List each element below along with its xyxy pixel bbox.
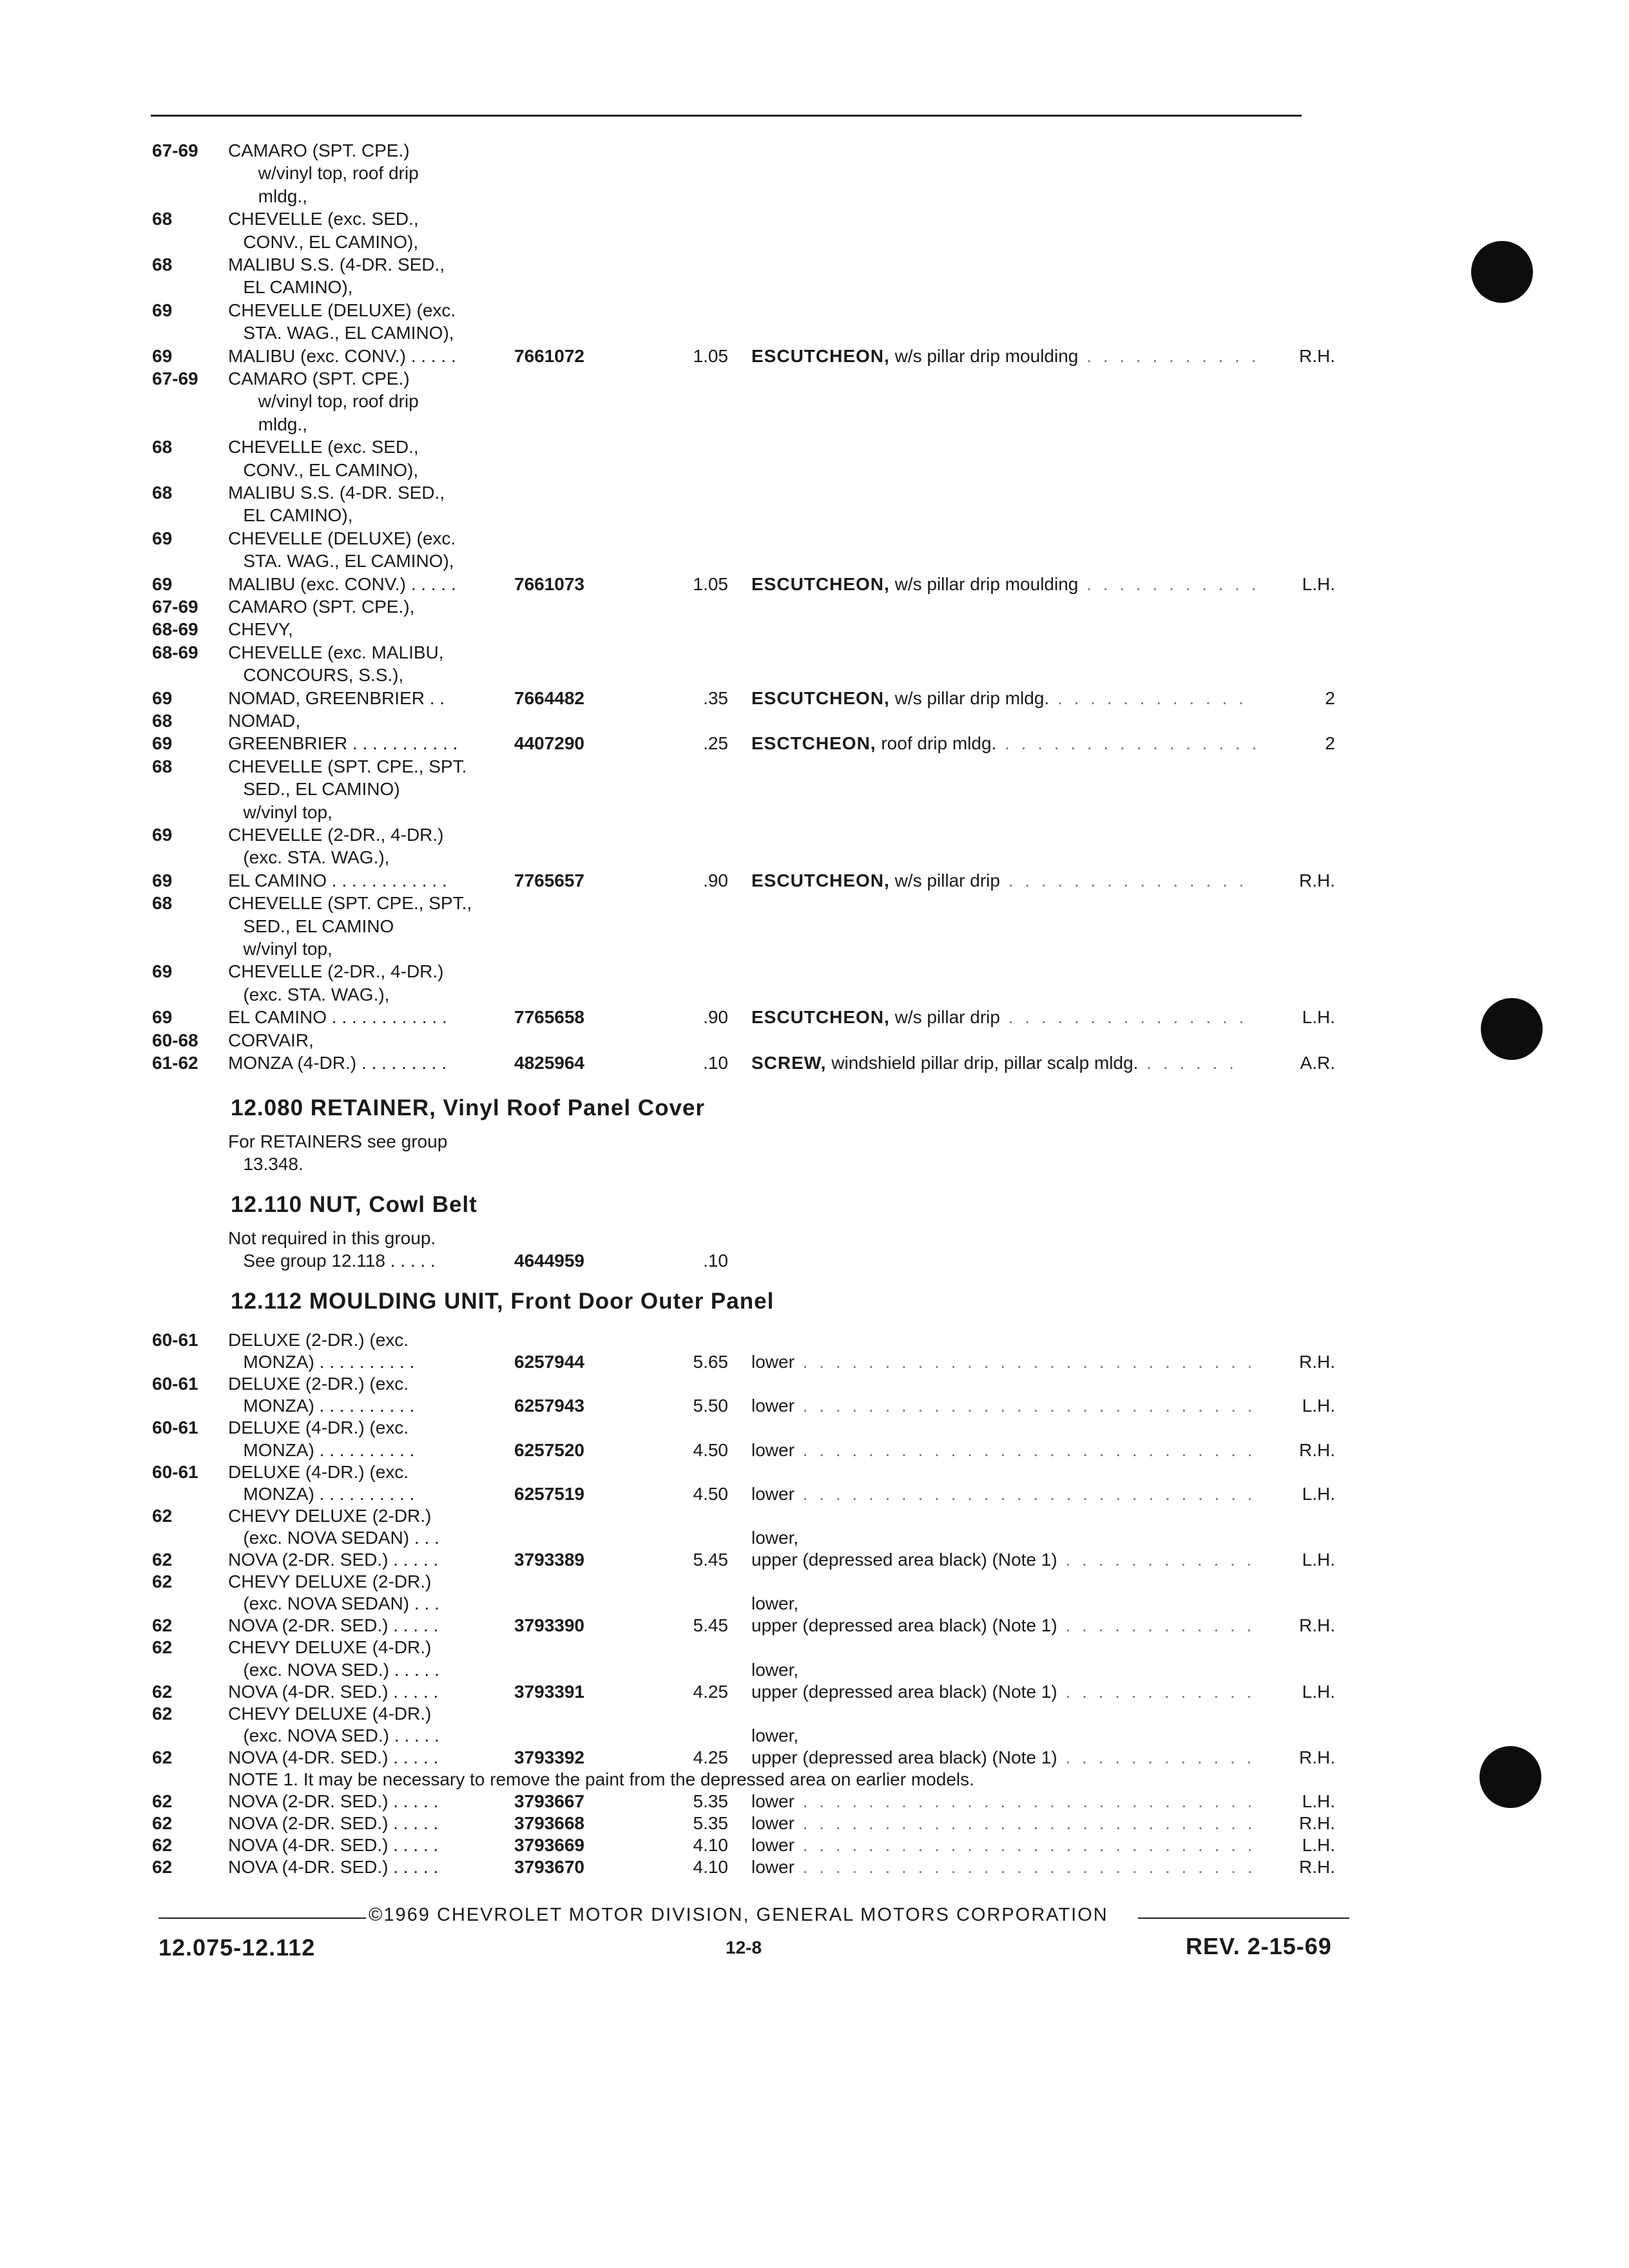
leader-dots: . . . . . . . . . . . . . . . . . . . . . . . . . . . . — [794, 1835, 1256, 1856]
model-year: 68 — [152, 483, 173, 503]
part-number: 7664482 — [514, 687, 585, 708]
part-description — [751, 1790, 1256, 1812]
vehicle-model: NOVA (4-DR. SED.) . . . . . — [228, 1747, 439, 1767]
part-description — [751, 1746, 1255, 1769]
part-name: ESCUTCHEON, — [751, 1007, 890, 1028]
model-year: 62 — [152, 1747, 173, 1767]
part-number: 4644959 — [514, 1251, 585, 1271]
part-description — [751, 732, 1260, 754]
vehicle-model: STA. WAG., EL CAMINO), — [228, 551, 454, 572]
part-detail: w/s pillar drip moulding — [889, 573, 1079, 594]
part-name: lower, — [751, 1659, 799, 1680]
part-detail: w/s pillar drip — [889, 1007, 1000, 1028]
page-number: 12-8 — [726, 1937, 762, 1957]
vehicle-model: CHEVY DELUXE (2-DR.) — [228, 1571, 432, 1592]
copyright-notice: ©1969 CHEVROLET MOTOR DIVISION, GENERAL MOTORS CORPORATION — [369, 1905, 1108, 1925]
part-description — [751, 1812, 1256, 1834]
leader-dots: . . . . . . . . . . . — [1078, 345, 1260, 366]
section-code: 12.080 — [231, 1095, 304, 1120]
leader-dots: . . . . . . . . . . . . — [1057, 1681, 1255, 1702]
part-detail: roof drip mldg. — [876, 733, 997, 754]
vehicle-model: (exc. STA. WAG.), — [228, 984, 390, 1004]
part-name: ESCTCHEON, — [751, 733, 876, 754]
leader-dots: . . . . . . . . . . . . — [1049, 687, 1247, 708]
quantity-side: R.H. — [1299, 1439, 1335, 1460]
model-year: 69 — [152, 573, 173, 594]
note-text: See group 12.118 . . . . . — [228, 1251, 436, 1271]
part-description — [751, 1483, 1256, 1505]
price: 4.10 — [693, 1835, 728, 1856]
quantity-side: L.H. — [1302, 1483, 1335, 1504]
vehicle-model: CHEVELLE (2-DR., 4-DR.) — [228, 825, 444, 845]
vehicle-model: CHEVELLE (SPT. CPE., SPT. — [228, 756, 467, 776]
vehicle-model: w/vinyl top, roof drip — [228, 163, 419, 184]
price: .10 — [703, 1251, 728, 1271]
price: .90 — [703, 870, 728, 890]
model-year: 62 — [152, 1505, 173, 1526]
quantity-side: R.H. — [1299, 1352, 1335, 1372]
part-number: 3793669 — [514, 1835, 585, 1856]
vehicle-model: SED., EL CAMINO — [228, 916, 394, 936]
model-year: 61-62 — [152, 1053, 198, 1073]
model-year: 68 — [152, 893, 173, 914]
leader-dots: . . . . . . . . . . . . . . . . — [996, 733, 1260, 754]
part-name: lower — [751, 1483, 795, 1504]
part-name: upper (depressed area black) (Note 1) — [751, 1681, 1057, 1702]
vehicle-model: CHEVELLE (SPT. CPE., SPT., — [228, 893, 472, 914]
part-number: 6257520 — [514, 1439, 585, 1460]
price: 5.45 — [693, 1615, 728, 1636]
part-name: ESCUTCHEON, — [751, 870, 890, 890]
vehicle-model: CHEVY DELUXE (4-DR.) — [228, 1637, 432, 1658]
vehicle-model: MONZA) . . . . . . . . . . — [228, 1439, 415, 1460]
quantity-side: L.H. — [1302, 1007, 1335, 1028]
part-number: 7661072 — [514, 345, 585, 366]
model-year: 68 — [152, 437, 173, 457]
model-year: 62 — [152, 1857, 173, 1878]
part-name: lower, — [751, 1725, 799, 1745]
vehicle-model: CHEVELLE (exc. SED., — [228, 209, 419, 229]
part-description — [751, 573, 1260, 595]
model-year: 69 — [152, 825, 173, 845]
part-number: 3793389 — [514, 1550, 585, 1570]
vehicle-model: MALIBU S.S. (4-DR. SED., — [228, 483, 445, 503]
part-number: 7661073 — [514, 573, 585, 594]
vehicle-model: CHEVELLE (exc. MALIBU, — [228, 642, 444, 662]
model-year: 62 — [152, 1791, 173, 1812]
vehicle-model: MONZA) . . . . . . . . . . — [228, 1483, 415, 1504]
vehicle-model: MALIBU (exc. CONV.) . . . . . — [228, 345, 456, 366]
leader-dots: . . . . . . . . . . . . . . . . . . . . . . . . . . . . — [794, 1857, 1256, 1878]
vehicle-model: DELUXE (4-DR.) (exc. — [228, 1461, 409, 1482]
vehicle-model: DELUXE (4-DR.) (exc. — [228, 1418, 409, 1438]
part-description — [751, 345, 1260, 367]
quantity-side: R.H. — [1299, 1615, 1335, 1636]
part-description — [751, 687, 1247, 709]
part-name: ESCUTCHEON, — [751, 687, 890, 708]
part-description — [751, 1526, 798, 1549]
leader-dots: . . . . . . . . . . . . — [1057, 1550, 1255, 1570]
vehicle-model: EL CAMINO), — [228, 277, 353, 298]
quantity-side: L.H. — [1302, 573, 1335, 594]
vehicle-model: NOVA (2-DR. SED.) . . . . . — [228, 1615, 439, 1636]
vehicle-model: NOVA (4-DR. SED.) . . . . . — [228, 1857, 439, 1878]
model-year: 62 — [152, 1637, 173, 1658]
part-number: 3793391 — [514, 1681, 585, 1702]
quantity-side: L.H. — [1302, 1835, 1335, 1856]
part-description — [751, 1548, 1255, 1571]
section-code: 12.110 — [231, 1192, 303, 1217]
leader-dots: . . . . . . . . . . . . . . . . . . . . . . . . . . . . — [794, 1439, 1256, 1460]
leader-dots: . . . . . . . . . . . . . . . . . . . . . . . . . . . . — [794, 1813, 1256, 1834]
note-text: Not required in this group. — [228, 1228, 436, 1248]
quantity-side: R.H. — [1299, 1857, 1335, 1878]
part-description — [751, 1052, 1237, 1074]
part-name: lower — [751, 1857, 795, 1878]
part-description — [751, 869, 1247, 892]
model-year: 68 — [152, 255, 173, 274]
model-year: 69 — [152, 870, 173, 890]
quantity-side: 2 — [1325, 687, 1335, 708]
section-heading-12-080 — [231, 1095, 705, 1121]
part-name: upper (depressed area black) (Note 1) — [751, 1747, 1057, 1767]
price: 1.05 — [693, 345, 728, 366]
model-year: 62 — [152, 1703, 173, 1724]
part-number: 3793392 — [514, 1747, 585, 1767]
part-number: 4825964 — [514, 1053, 585, 1073]
leader-dots: . . . . . . . . . . . . — [1057, 1747, 1255, 1767]
vehicle-model: NOVA (2-DR. SED.) . . . . . — [228, 1550, 439, 1570]
quantity-side: L.H. — [1302, 1550, 1335, 1570]
vehicle-model: NOMAD, — [228, 711, 300, 731]
part-number: 6257519 — [514, 1483, 585, 1504]
vehicle-model: EL CAMINO . . . . . . . . . . . . — [228, 870, 447, 890]
section-heading-12-112 — [231, 1289, 774, 1314]
part-name: upper (depressed area black) (Note 1) — [751, 1550, 1057, 1570]
vehicle-model: CAMARO (SPT. CPE.) — [228, 369, 410, 389]
vehicle-model: CONCOURS, S.S.), — [228, 665, 404, 686]
quantity-side: R.H. — [1299, 1813, 1335, 1834]
vehicle-model: w/vinyl top, roof drip — [228, 391, 419, 412]
vehicle-model: NOTE 1. It may be necessary to remove the paint from the depressed area on earlier models. — [228, 1769, 974, 1789]
vehicle-model: STA. WAG., EL CAMINO), — [228, 323, 454, 343]
section-title: NUT, — [309, 1192, 362, 1217]
leader-dots: . . . . . . . . . . . . . . . . . . . . . . . . . . . . — [794, 1352, 1256, 1372]
leader-dots: . . . . . . — [1138, 1053, 1237, 1073]
model-year: 60-61 — [152, 1330, 198, 1350]
footer-rule-right — [1138, 1917, 1349, 1919]
part-number: 3793667 — [514, 1791, 585, 1812]
model-year: 62 — [152, 1615, 173, 1636]
part-number: 4407290 — [514, 733, 585, 754]
quantity-side: 2 — [1325, 733, 1335, 754]
vehicle-model: CHEVY DELUXE (4-DR.) — [228, 1703, 432, 1724]
part-name: lower, — [751, 1527, 799, 1548]
price: 4.50 — [693, 1483, 728, 1504]
part-detail: w/s pillar drip mldg. — [889, 687, 1050, 708]
price: 4.50 — [693, 1439, 728, 1460]
vehicle-model: DELUXE (2-DR.) (exc. — [228, 1330, 409, 1350]
part-number: 6257943 — [514, 1396, 585, 1416]
part-number: 3793670 — [514, 1857, 585, 1878]
vehicle-model: CHEVELLE (exc. SED., — [228, 437, 419, 457]
model-year: 62 — [152, 1550, 173, 1570]
part-description — [751, 1658, 798, 1681]
model-year: 69 — [152, 345, 173, 366]
footer-rule-left — [159, 1917, 366, 1919]
model-year: 69 — [152, 528, 173, 548]
vehicle-model: CORVAIR, — [228, 1030, 314, 1050]
vehicle-model: w/vinyl top, — [228, 939, 333, 959]
part-name: lower — [751, 1835, 795, 1856]
part-number: 3793390 — [514, 1615, 585, 1636]
top-rule — [151, 115, 1302, 117]
quantity-side: A.R. — [1300, 1053, 1335, 1073]
section-title: MOULDING UNIT, — [309, 1289, 504, 1314]
vehicle-model: CONV., EL CAMINO), — [228, 231, 419, 252]
model-year: 68 — [152, 711, 173, 731]
leader-dots: . . . . . . . . . . . . . . . — [999, 1007, 1248, 1028]
model-year: 67-69 — [152, 597, 198, 617]
model-year: 69 — [152, 961, 173, 982]
model-year: 67-69 — [152, 140, 198, 160]
part-description — [751, 1439, 1256, 1461]
vehicle-model: CHEVELLE (DELUXE) (exc. — [228, 300, 456, 320]
quantity-side: L.H. — [1302, 1681, 1335, 1702]
part-number: 7765657 — [514, 870, 585, 890]
vehicle-model: CHEVELLE (2-DR., 4-DR.) — [228, 961, 444, 982]
part-description — [751, 1592, 798, 1615]
vehicle-model: CHEVY DELUXE (2-DR.) — [228, 1505, 432, 1526]
vehicle-model: MONZA (4-DR.) . . . . . . . . . — [228, 1053, 447, 1073]
price: 5.35 — [693, 1791, 728, 1812]
quantity-side: R.H. — [1299, 1747, 1335, 1767]
price: 4.10 — [693, 1857, 728, 1878]
vehicle-model: CHEVELLE (DELUXE) (exc. — [228, 528, 456, 548]
part-detail: w/s pillar drip — [889, 870, 1000, 890]
binder-hole-middle — [1481, 998, 1543, 1060]
price: 4.25 — [693, 1681, 728, 1702]
leader-dots: . . . . . . . . . . . . . . . . . . . . . . . . . . . . — [794, 1791, 1256, 1812]
vehicle-model: EL CAMINO), — [228, 505, 353, 526]
part-name: lower — [751, 1791, 795, 1812]
vehicle-model: MONZA) . . . . . . . . . . — [228, 1352, 415, 1372]
model-year: 69 — [152, 1007, 173, 1028]
model-year: 68-69 — [152, 642, 198, 662]
model-year: 68 — [152, 756, 173, 776]
vehicle-model: CAMARO (SPT. CPE.) — [228, 140, 410, 160]
vehicle-model: (exc. NOVA SED.) . . . . . — [228, 1659, 439, 1680]
vehicle-model: MALIBU S.S. (4-DR. SED., — [228, 255, 445, 274]
price: .10 — [703, 1053, 728, 1073]
quantity-side: R.H. — [1299, 345, 1335, 366]
quantity-side: L.H. — [1302, 1791, 1335, 1812]
part-name: lower — [751, 1813, 795, 1834]
vehicle-model: NOVA (2-DR. SED.) . . . . . — [228, 1791, 439, 1812]
part-name: lower — [751, 1396, 795, 1416]
leader-dots: . . . . . . . . . . . — [1078, 573, 1260, 594]
part-name: SCREW, — [751, 1053, 827, 1073]
leader-dots: . . . . . . . . . . . . — [1057, 1615, 1255, 1636]
part-name: ESCUTCHEON, — [751, 345, 890, 366]
price: 5.35 — [693, 1813, 728, 1834]
model-year: 62 — [152, 1571, 173, 1592]
part-detail: windshield pillar drip, pillar scalp mldg. — [826, 1053, 1139, 1073]
part-description — [751, 1006, 1247, 1028]
model-year: 62 — [152, 1813, 173, 1834]
vehicle-model: EL CAMINO . . . . . . . . . . . . — [228, 1007, 447, 1028]
model-year: 60-68 — [152, 1030, 198, 1050]
part-number: 6257944 — [514, 1352, 585, 1372]
vehicle-model: NOVA (4-DR. SED.) . . . . . — [228, 1835, 439, 1856]
section-subtitle: Vinyl Roof Panel Cover — [436, 1095, 706, 1120]
price: .35 — [703, 687, 728, 708]
model-year: 60-61 — [152, 1418, 198, 1438]
vehicle-model: (exc. NOVA SEDAN) . . . — [228, 1527, 439, 1548]
leader-dots: . . . . . . . . . . . . . . . — [999, 870, 1248, 890]
binder-hole-bottom — [1480, 1746, 1541, 1808]
binder-hole-top — [1471, 241, 1533, 303]
vehicle-model: CAMARO (SPT. CPE.), — [228, 597, 415, 617]
vehicle-model: GREENBRIER . . . . . . . . . . . — [228, 733, 458, 754]
vehicle-model: (exc. NOVA SEDAN) . . . — [228, 1593, 439, 1614]
model-year: 69 — [152, 687, 173, 708]
part-description — [751, 1834, 1256, 1856]
price: .25 — [703, 733, 728, 754]
model-year: 69 — [152, 300, 173, 320]
vehicle-model: (exc. NOVA SED.) . . . . . — [228, 1725, 439, 1745]
vehicle-model: NOMAD, GREENBRIER . . — [228, 687, 445, 708]
model-year: 69 — [152, 733, 173, 754]
vehicle-model: mldg., — [228, 414, 307, 434]
part-name: lower — [751, 1352, 795, 1372]
part-name: lower, — [751, 1593, 799, 1614]
vehicle-model: (exc. STA. WAG.), — [228, 847, 390, 868]
part-detail: w/s pillar drip moulding — [889, 345, 1079, 366]
section-heading-12-110 — [231, 1192, 477, 1218]
group-range: 12.075-12.112 — [159, 1934, 316, 1961]
part-description — [751, 1724, 798, 1747]
section-title: RETAINER, — [310, 1095, 436, 1120]
vehicle-model: CONV., EL CAMINO), — [228, 459, 419, 480]
quantity-side: R.H. — [1299, 870, 1335, 890]
model-year: 62 — [152, 1835, 173, 1856]
vehicle-model: NOVA (2-DR. SED.) . . . . . — [228, 1813, 439, 1834]
part-description — [751, 1350, 1256, 1373]
section-subtitle: Cowl Belt — [361, 1192, 477, 1217]
price: .90 — [703, 1007, 728, 1028]
price: 5.45 — [693, 1550, 728, 1570]
price: 4.25 — [693, 1747, 728, 1767]
section-code: 12.112 — [231, 1289, 303, 1314]
model-year: 60-61 — [152, 1461, 198, 1482]
leader-dots: . . . . . . . . . . . . . . . . . . . . . . . . . . . . — [794, 1396, 1256, 1416]
part-number: 7765658 — [514, 1007, 585, 1028]
leader-dots: . . . . . . . . . . . . . . . . . . . . . . . . . . . . — [794, 1483, 1256, 1504]
price: 5.65 — [693, 1352, 728, 1372]
model-year: 68 — [152, 209, 173, 229]
vehicle-model: MONZA) . . . . . . . . . . — [228, 1396, 415, 1416]
vehicle-model: mldg., — [228, 186, 307, 206]
vehicle-model: SED., EL CAMINO) — [228, 779, 400, 800]
note-text: For RETAINERS see group — [228, 1131, 448, 1151]
section-subtitle: Front Door Outer Panel — [503, 1289, 775, 1314]
model-year: 67-69 — [152, 369, 198, 389]
note-text: 13.348. — [228, 1154, 304, 1174]
vehicle-model: w/vinyl top, — [228, 802, 333, 822]
part-name: lower — [751, 1439, 795, 1460]
part-number: 3793668 — [514, 1813, 585, 1834]
part-description — [751, 1856, 1256, 1878]
vehicle-model: CHEVY, — [228, 619, 293, 640]
revision-date: REV. 2-15-69 — [1186, 1933, 1332, 1959]
part-description — [751, 1680, 1255, 1703]
model-year: 68-69 — [152, 619, 198, 640]
vehicle-model: DELUXE (2-DR.) (exc. — [228, 1374, 409, 1394]
part-name: ESCUTCHEON, — [751, 573, 890, 594]
part-name: upper (depressed area black) (Note 1) — [751, 1615, 1057, 1636]
part-description — [751, 1614, 1255, 1637]
price: 5.50 — [693, 1396, 728, 1416]
vehicle-model: NOVA (4-DR. SED.) . . . . . — [228, 1681, 439, 1702]
vehicle-model: MALIBU (exc. CONV.) . . . . . — [228, 573, 456, 594]
quantity-side: L.H. — [1302, 1396, 1335, 1416]
price: 1.05 — [693, 573, 728, 594]
part-description — [751, 1394, 1256, 1417]
model-year: 62 — [152, 1681, 173, 1702]
model-year: 60-61 — [152, 1374, 198, 1394]
